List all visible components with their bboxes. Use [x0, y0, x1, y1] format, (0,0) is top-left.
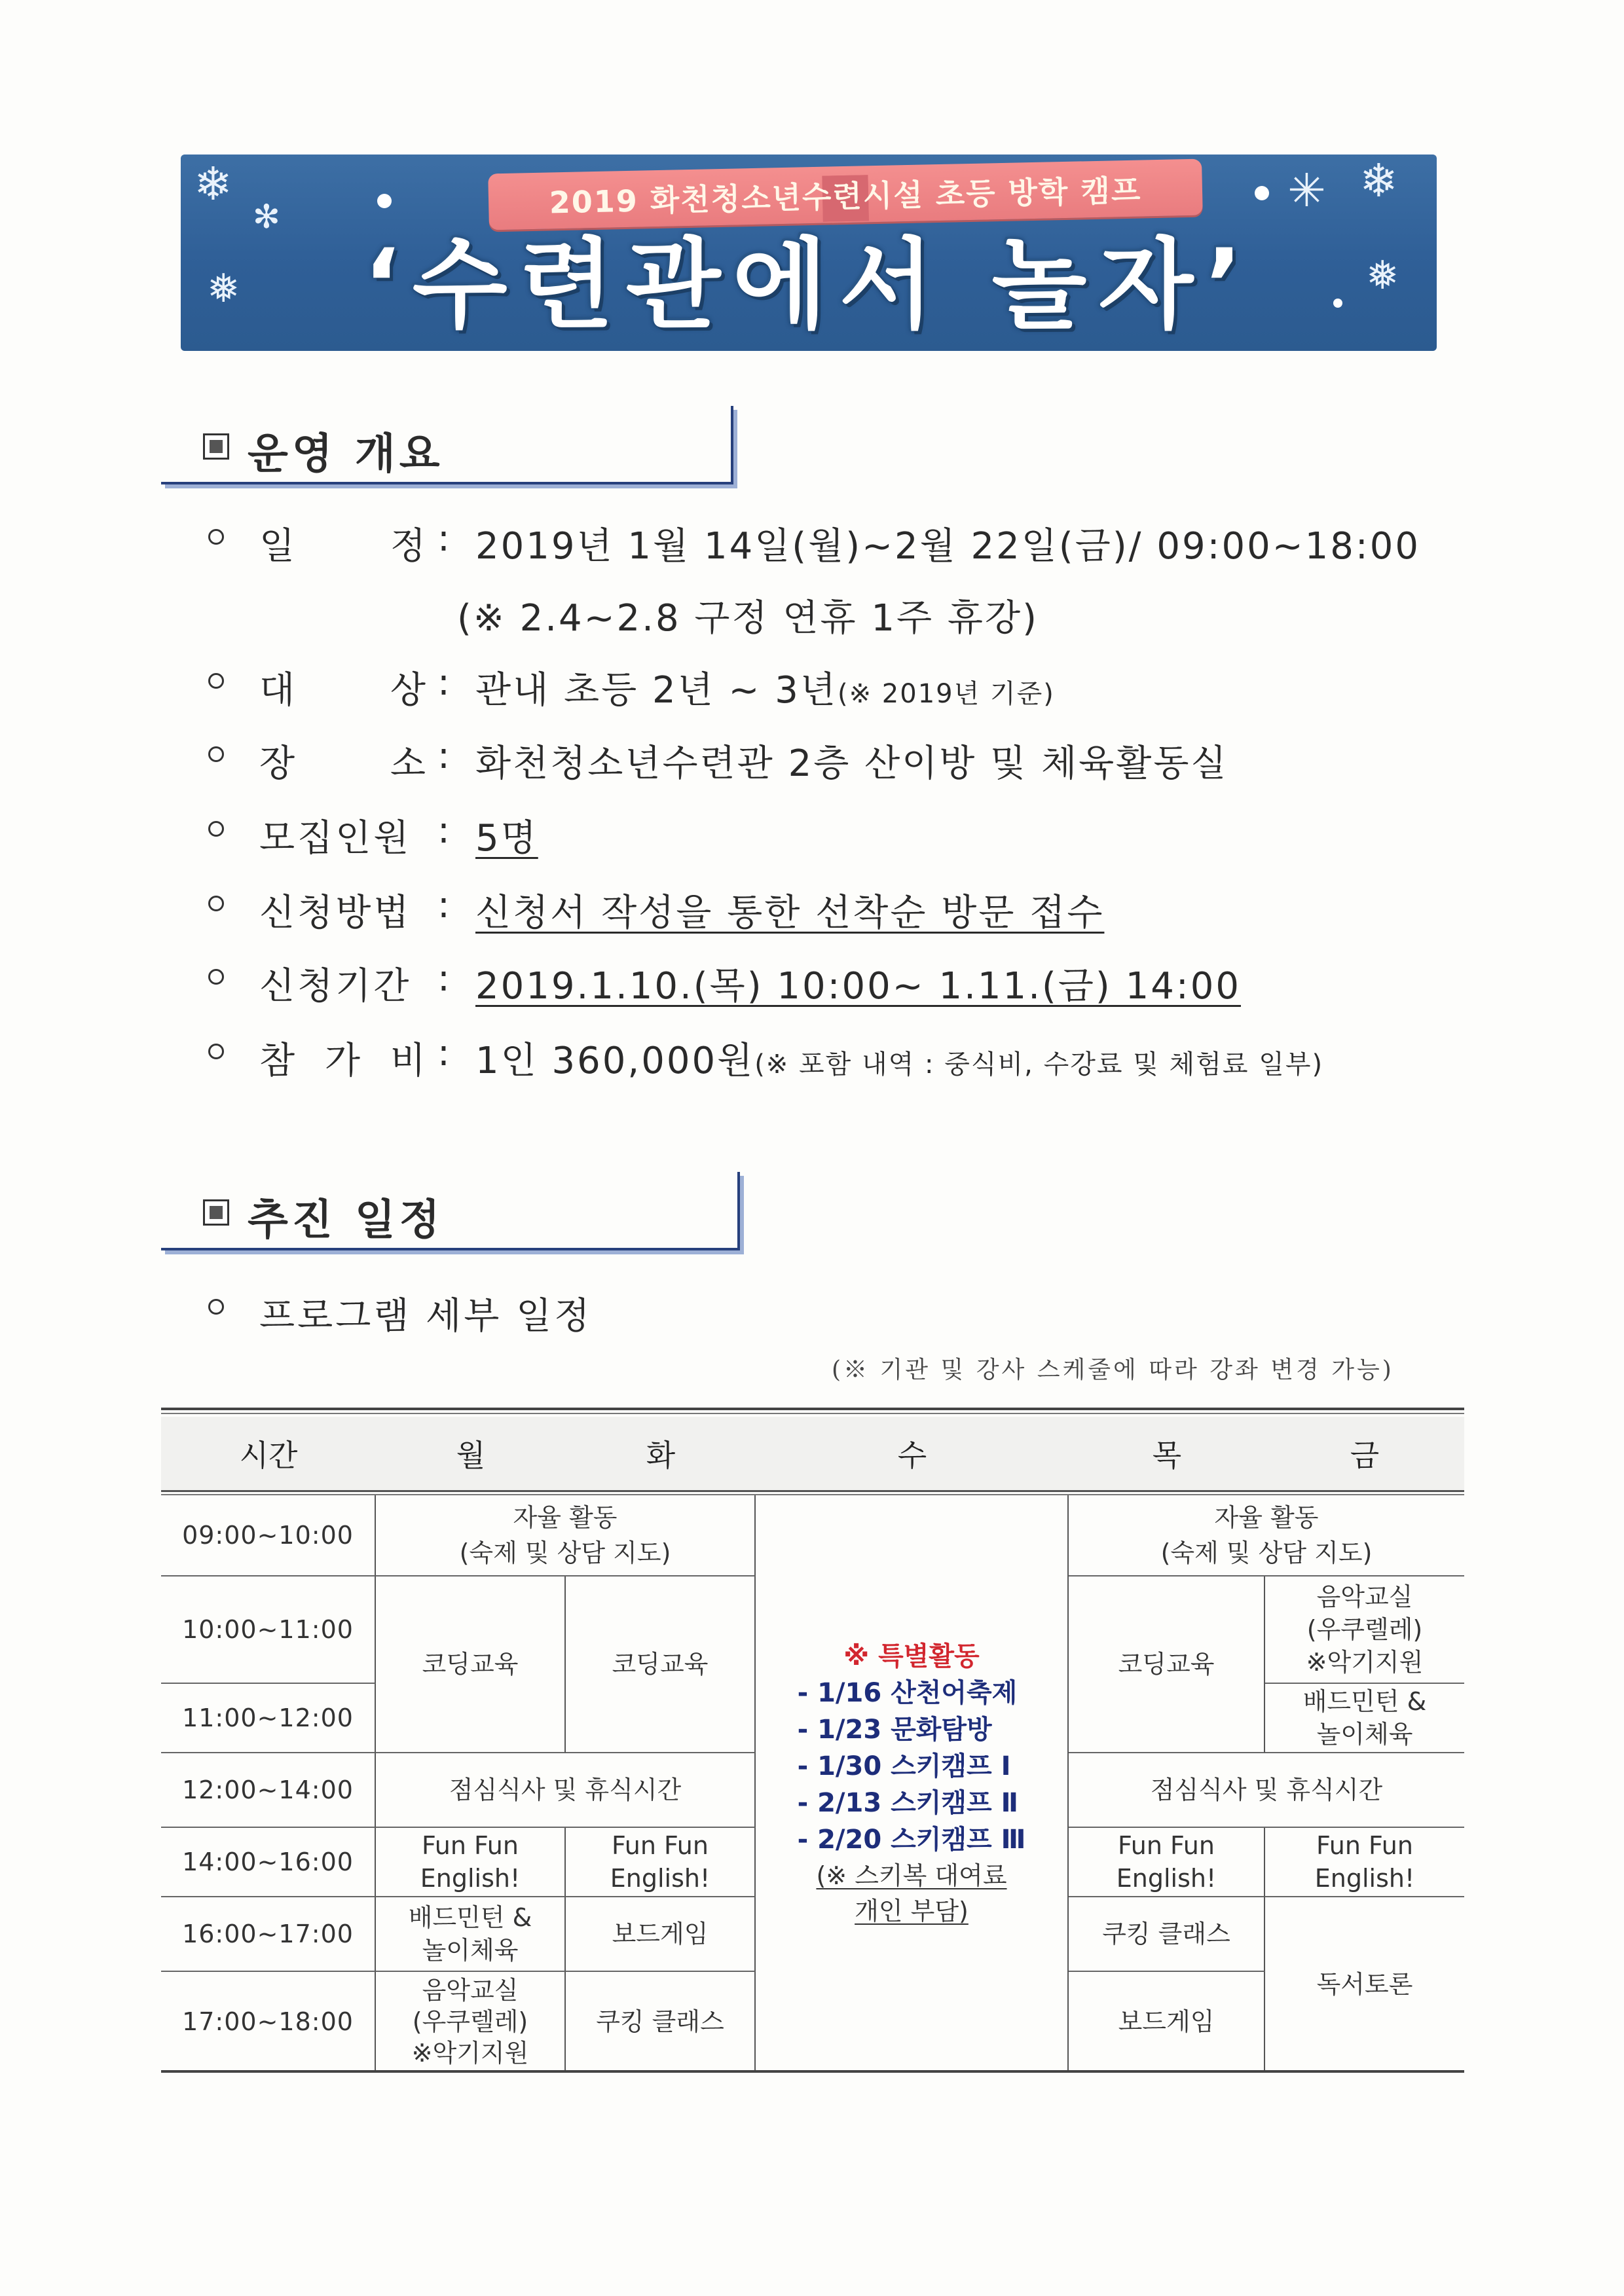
row-value: 신청서 작성을 통한 선착순 방문 접수 — [475, 892, 1105, 934]
circle-bullet-icon — [208, 1044, 224, 1059]
header-mon: 월 — [376, 1417, 567, 1490]
header-wed: 수 — [756, 1417, 1070, 1490]
row-label: 참 가 비 — [259, 1040, 428, 1082]
colon: : — [437, 957, 450, 1000]
cell-lunch-thu-fri: 점심식사 및 휴식시간 — [1069, 1753, 1464, 1828]
time-cell: 11:00~12:00 — [161, 1684, 376, 1753]
snowflake-icon: ❅ — [1366, 253, 1399, 299]
header-fri: 금 — [1265, 1417, 1464, 1490]
square-bullet-icon — [203, 1199, 229, 1226]
cell-line: 음악교실 — [422, 1976, 519, 2005]
snowflake-icon: ❄ — [1359, 155, 1398, 208]
special-item: - 2/13 스키캠프 Ⅱ — [797, 1788, 1018, 1818]
circle-bullet-icon — [208, 746, 224, 762]
cell-board-game-tue: 보드게임 — [566, 1897, 756, 1972]
row-label: 신청방법 — [259, 892, 412, 934]
cell-english-fri — [1265, 1828, 1464, 1897]
cell-line: 자율 활동 — [513, 1503, 618, 1532]
table-top-rule — [161, 1413, 1464, 1414]
header-rule — [161, 1490, 1464, 1492]
snowflake-icon: ❄ — [194, 157, 232, 211]
header-time: 시간 — [161, 1417, 377, 1490]
cell-badminton-fri — [1265, 1684, 1464, 1753]
cell-coding-tue: 코딩교육 — [566, 1576, 756, 1753]
schedule-notice: (※ 기관 및 강사 스케줄에 따라 강좌 변경 가능) — [832, 1357, 1394, 1383]
cell-line: Fun Fun — [1118, 1831, 1215, 1860]
special-item: - 2/20 스키캠프 Ⅲ — [797, 1825, 1026, 1855]
section-title: 추진 일정 — [248, 1196, 444, 1245]
time-cell: 09:00~10:00 — [161, 1495, 376, 1576]
cell-line: Fun Fun — [612, 1831, 709, 1860]
snowflake-icon: ✻ — [253, 198, 280, 236]
cell-board-game-thu: 보드게임 — [1069, 1972, 1265, 2071]
cell-line: (우쿠렐레) — [412, 2007, 528, 2036]
cell-line: English! — [1314, 1864, 1415, 1893]
special-activity — [798, 1638, 1026, 1929]
section-title: 운영 개요 — [248, 430, 444, 479]
cell-music-fri — [1265, 1576, 1464, 1684]
colon: : — [437, 517, 450, 560]
row-value: 화천청소년수련관 2층 산이방 및 체육활동실 — [475, 742, 1228, 785]
cell-line: 자율 활동 — [1214, 1503, 1319, 1532]
row-label: 일 정 — [259, 525, 428, 568]
cell-cooking-tue: 쿠킹 클래스 — [566, 1972, 756, 2071]
section-header-overview — [161, 406, 733, 484]
snowflake-icon: ❅ — [207, 266, 240, 312]
colon: : — [437, 735, 450, 777]
special-item: - 1/30 스키캠프 Ⅰ — [797, 1751, 1011, 1781]
circle-bullet-icon — [208, 1299, 224, 1315]
row-value: 1인 360,000원 — [475, 1040, 755, 1082]
time-cell: 10:00~11:00 — [161, 1576, 376, 1684]
row-label: 장 소 — [259, 742, 428, 785]
event-banner — [181, 155, 1437, 351]
cell-lunch-mon-tue: 점심식사 및 휴식시간 — [376, 1753, 756, 1828]
cell-line: English! — [1116, 1864, 1217, 1893]
banner-subtitle: 2019 화천청소년수련시설 초등 방학 캠프 — [488, 159, 1203, 230]
row-label: 모집인원 — [259, 817, 412, 860]
cell-english-mon — [376, 1828, 566, 1897]
row-label: 대 상 — [259, 669, 428, 712]
cell-line: Fun Fun — [422, 1831, 519, 1860]
header-thu: 목 — [1069, 1417, 1266, 1490]
row-note: (※ 2.4~2.8 구정 연휴 1주 휴강) — [457, 597, 1039, 640]
cell-line: Fun Fun — [1316, 1831, 1413, 1860]
row-value-wrap — [475, 1032, 1323, 1084]
colon: : — [437, 1032, 450, 1074]
circle-bullet-icon — [208, 529, 224, 545]
cell-line: English! — [420, 1864, 521, 1893]
cell-coding-mon: 코딩교육 — [376, 1576, 566, 1753]
snow-dot — [377, 194, 392, 208]
special-title: ※ 특별활동 — [843, 1641, 980, 1671]
cell-coding-thu: 코딩교육 — [1069, 1576, 1265, 1753]
row-label: 신청기간 — [259, 965, 412, 1008]
special-item: - 1/23 문화탐방 — [797, 1715, 992, 1745]
cell-line: ※악기지원 — [411, 2039, 529, 2068]
table-top-rule — [161, 1408, 1464, 1410]
cell-music-mon — [376, 1972, 566, 2071]
circle-bullet-icon — [208, 969, 224, 985]
cell-line: (숙제 및 상담 지도) — [1160, 1539, 1373, 1567]
colon: : — [437, 809, 450, 852]
cell-line: (숙제 및 상담 지도) — [459, 1539, 671, 1567]
colon: : — [437, 884, 450, 926]
special-note-line: (※ 스키복 대여료 — [816, 1861, 1007, 1890]
cell-line: 놀이체육 — [422, 1936, 519, 1965]
cell-self-study-thu-fri — [1069, 1495, 1464, 1576]
row-value: 5명 — [475, 817, 538, 860]
special-item: - 1/16 산천어축제 — [797, 1678, 1018, 1708]
header-tue: 화 — [566, 1417, 757, 1490]
cell-english-thu — [1069, 1828, 1265, 1897]
time-cell: 14:00~16:00 — [161, 1828, 376, 1897]
circle-bullet-icon — [208, 673, 224, 689]
colon: : — [437, 661, 450, 704]
cell-badminton-mon — [376, 1897, 566, 1972]
cell-special-wed — [756, 1495, 1069, 2071]
program-detail-title: 프로그램 세부 일정 — [259, 1295, 593, 1338]
cell-line: 배드민턴 & — [408, 1903, 532, 1932]
row-value: 2019.1.10.(목) 10:00~ 1.11.(금) 14:00 — [475, 965, 1241, 1008]
time-cell: 16:00~17:00 — [161, 1897, 376, 1972]
special-note — [798, 1858, 1026, 1929]
square-bullet-icon — [203, 433, 229, 460]
cell-line: 음악교실 — [1316, 1582, 1413, 1611]
circle-bullet-icon — [208, 821, 224, 837]
time-cell: 12:00~14:00 — [161, 1753, 376, 1828]
row-value-wrap — [475, 661, 1055, 714]
cell-english-tue — [566, 1828, 756, 1897]
snowflake-icon: ✳ — [1287, 164, 1326, 217]
table-bottom-rule — [161, 2070, 1464, 2073]
row-value-note: (※ 2019년 기준) — [837, 679, 1055, 709]
cell-line: (우쿠렐레) — [1306, 1615, 1423, 1644]
cell-cooking-thu: 쿠킹 클래스 — [1069, 1897, 1265, 1972]
section-header-schedule — [161, 1172, 740, 1250]
row-value-note: (※ 포함 내역 : 중식비, 수강료 및 체험료 일부) — [754, 1049, 1324, 1080]
cell-reading-fri: 독서토론 — [1316, 1970, 1413, 1999]
schedule-table — [161, 1408, 1464, 2071]
special-note-line: 개인 부담) — [855, 1897, 969, 1925]
time-cell: 17:00~18:00 — [161, 1972, 376, 2071]
cell-self-study-mon-tue — [376, 1495, 756, 1576]
cell-line: 배드민턴 & — [1302, 1687, 1427, 1716]
circle-bullet-icon — [208, 896, 224, 911]
cell-line: 놀이체육 — [1316, 1720, 1413, 1749]
row-value: 관내 초등 2년 ~ 3년 — [475, 669, 838, 712]
banner-title: ‘수련관에서 놀자’ — [363, 228, 1255, 342]
cell-line: English! — [610, 1864, 710, 1893]
snow-dot — [1255, 186, 1269, 200]
row-value: 2019년 1월 14일(월)~2월 22일(금)/ 09:00~18:00 — [475, 525, 1421, 568]
cell-line: ※악기지원 — [1306, 1648, 1424, 1677]
